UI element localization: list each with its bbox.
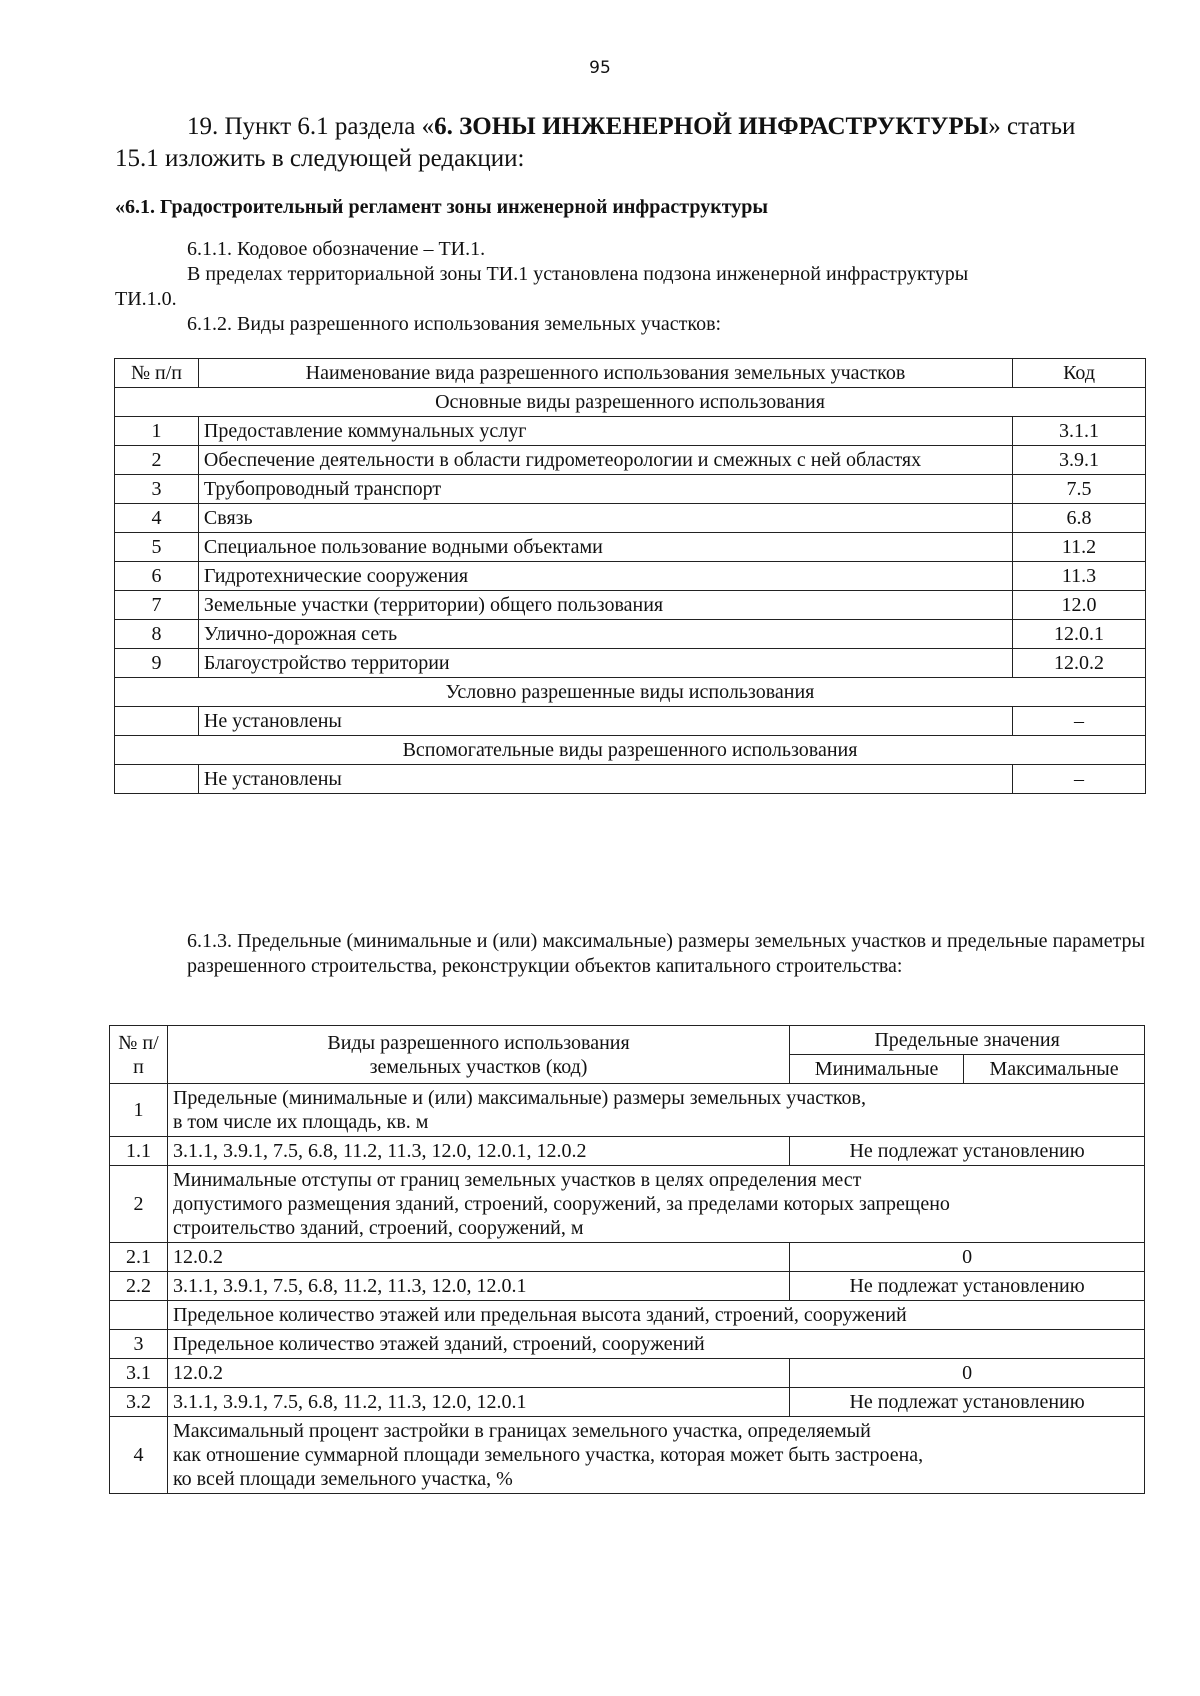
group-row-auxiliary	[115, 736, 1146, 765]
table-row	[115, 446, 1146, 475]
row-codes: 12.0.2	[167, 1359, 789, 1388]
group-label: Вспомогательные виды разрешенного использования	[115, 736, 1146, 765]
header-num: № п/п	[115, 359, 199, 388]
row-code: 11.2	[1013, 533, 1146, 562]
row-value: Не подлежат установлению	[790, 1137, 1145, 1166]
table-row	[110, 1272, 1145, 1301]
header-types-line2: земельных участков (код)	[369, 1055, 588, 1078]
table-row	[115, 533, 1146, 562]
row-text	[167, 1417, 1144, 1494]
row-num: 2.1	[110, 1243, 168, 1272]
row-num: 3	[115, 475, 199, 504]
header-name: Наименование вида разрешенного использования земельных участков	[198, 359, 1012, 388]
amendment-intro-line1	[115, 111, 1145, 143]
row-num: 2	[110, 1166, 168, 1243]
row-name: Не установлены	[198, 707, 1012, 736]
row-code: 12.0.1	[1013, 620, 1146, 649]
row-text-line: допустимого размещения зданий, строений, сооружений, за пределами которых запрещено	[172, 1193, 950, 1215]
row-num: 3.2	[110, 1388, 168, 1417]
table-row	[115, 707, 1146, 736]
row-num	[115, 707, 199, 736]
amendment-intro	[115, 111, 1145, 175]
row-num: 5	[115, 533, 199, 562]
header-types-line1: Виды разрешенного использования	[327, 1031, 630, 1054]
row-num	[110, 1301, 168, 1330]
row-num: 9	[115, 649, 199, 678]
table-row	[110, 1359, 1145, 1388]
table-header-row	[110, 1026, 1145, 1055]
paragraph-6-1-1	[115, 237, 1145, 337]
row-text-line: Предельные (минимальные и (или) максимальные) размеры земельных участков,	[172, 1087, 866, 1109]
permitted-use-table	[114, 358, 1146, 794]
row-num: 4	[110, 1417, 168, 1494]
table-row	[110, 1330, 1145, 1359]
row-name: Улично-дорожная сеть	[198, 620, 1012, 649]
row-codes: 3.1.1, 3.9.1, 7.5, 6.8, 11.2, 11.3, 12.0, 12.0.1	[167, 1388, 789, 1417]
group-label: Условно разрешенные виды использования	[115, 678, 1146, 707]
header-types	[167, 1026, 789, 1084]
subzone-note-line1: В пределах территориальной зоны ТИ.1 установлена подзона инженерной инфраструктуры	[187, 263, 969, 285]
row-code: 3.1.1	[1013, 417, 1146, 446]
row-name: Трубопроводный транспорт	[198, 475, 1012, 504]
row-name: Предоставление коммунальных услуг	[198, 417, 1012, 446]
header-code: Код	[1013, 359, 1146, 388]
row-name: Специальное пользование водными объектами	[198, 533, 1012, 562]
row-num	[115, 765, 199, 794]
row-num: 6	[115, 562, 199, 591]
row-num: 2	[115, 446, 199, 475]
section-title: «6.1. Градостроительный регламент зоны инженерной инфраструктуры	[115, 196, 769, 218]
row-code: 12.0.2	[1013, 649, 1146, 678]
row-text-line: в том числе их площадь, кв. м	[172, 1111, 429, 1133]
header-limits: Предельные значения	[790, 1026, 1145, 1055]
amendment-intro-line2: 15.1 изложить в следующей редакции:	[115, 145, 525, 172]
limits-intro: 6.1.3. Предельные (минимальные и (или) максимальные) размеры земельных участков и предельные параметры разрешенного строительства, реконструкции объектов капитального строительства:	[187, 930, 1145, 977]
intro-bold-section: 6. ЗОНЫ ИНЖЕНЕРНОЙ ИНФРАСТРУКТУРЫ	[434, 113, 989, 140]
group-label: Основные виды разрешенного использования	[115, 388, 1146, 417]
paragraph-6-1-3	[115, 929, 1145, 979]
row-name: Земельные участки (территории) общего пользования	[198, 591, 1012, 620]
row-num: 1	[110, 1084, 168, 1137]
row-num: 1.1	[110, 1137, 168, 1166]
row-text-line: Максимальный процент застройки в границах земельного участка, определяемый	[172, 1420, 871, 1442]
table-row	[115, 765, 1146, 794]
row-text	[167, 1084, 1144, 1137]
table-row	[110, 1137, 1145, 1166]
row-code: 6.8	[1013, 504, 1146, 533]
row-text: Предельное количество этажей зданий, строений, сооружений	[167, 1330, 1144, 1359]
row-name: Благоустройство территории	[198, 649, 1012, 678]
row-num: 3.1	[110, 1359, 168, 1388]
row-name: Гидротехнические сооружения	[198, 562, 1012, 591]
header-max: Максимальные	[964, 1055, 1145, 1084]
row-code: –	[1013, 765, 1146, 794]
table-row	[110, 1417, 1145, 1494]
row-text-line: как отношение суммарной площади земельного участка, которая может быть застроена,	[172, 1444, 924, 1466]
table-row	[110, 1084, 1145, 1137]
paragraph-6-1-2: 6.1.2. Виды разрешенного использования земельных участков:	[187, 313, 722, 335]
row-name: Обеспечение деятельности в области гидрометеорологии и смежных с ней областях	[198, 446, 1012, 475]
row-num: 4	[115, 504, 199, 533]
row-value: Не подлежат установлению	[790, 1388, 1145, 1417]
limits-table	[109, 1025, 1145, 1494]
row-code: 12.0	[1013, 591, 1146, 620]
intro-suffix: » статьи	[988, 113, 1076, 140]
table-row	[110, 1388, 1145, 1417]
row-num: 1	[115, 417, 199, 446]
row-num: 2.2	[110, 1272, 168, 1301]
header-num: № п/п	[110, 1026, 168, 1084]
table-row	[110, 1166, 1145, 1243]
table-row	[110, 1301, 1145, 1330]
table-row	[115, 620, 1146, 649]
table-row	[115, 475, 1146, 504]
table-row	[115, 591, 1146, 620]
row-codes: 12.0.2	[167, 1243, 789, 1272]
row-text-line: ко всей площади земельного участка, %	[172, 1468, 513, 1490]
row-codes: 3.1.1, 3.9.1, 7.5, 6.8, 11.2, 11.3, 12.0, 12.0.1, 12.0.2	[167, 1137, 789, 1166]
row-num: 3	[110, 1330, 168, 1359]
row-text: Предельное количество этажей или предельная высота зданий, строений, сооружений	[167, 1301, 1144, 1330]
row-num: 7	[115, 591, 199, 620]
intro-prefix: 19. Пункт 6.1 раздела «	[187, 113, 435, 140]
table-row	[115, 562, 1146, 591]
row-text-line: строительство зданий, строений, сооружений, м	[172, 1217, 584, 1239]
row-name: Связь	[198, 504, 1012, 533]
row-code: 3.9.1	[1013, 446, 1146, 475]
table-row	[110, 1243, 1145, 1272]
row-value: 0	[790, 1243, 1145, 1272]
row-codes: 3.1.1, 3.9.1, 7.5, 6.8, 11.2, 11.3, 12.0, 12.0.1	[167, 1272, 789, 1301]
subzone-note-line2: ТИ.1.0.	[115, 288, 177, 310]
row-text	[167, 1166, 1144, 1243]
table-header-row	[115, 359, 1146, 388]
table-row	[115, 504, 1146, 533]
code-designation: 6.1.1. Кодовое обозначение – ТИ.1.	[187, 238, 486, 260]
group-row-conditional	[115, 678, 1146, 707]
group-row-main	[115, 388, 1146, 417]
table-row	[115, 417, 1146, 446]
row-value: 0	[790, 1359, 1145, 1388]
row-code: 11.3	[1013, 562, 1146, 591]
row-num: 8	[115, 620, 199, 649]
row-code: 7.5	[1013, 475, 1146, 504]
header-min: Минимальные	[790, 1055, 964, 1084]
page-number: 95	[589, 58, 611, 78]
row-code: –	[1013, 707, 1146, 736]
row-value: Не подлежат установлению	[790, 1272, 1145, 1301]
row-name: Не установлены	[198, 765, 1012, 794]
table-row	[115, 649, 1146, 678]
row-text-line: Минимальные отступы от границ земельных участков в целях определения мест	[172, 1169, 862, 1191]
